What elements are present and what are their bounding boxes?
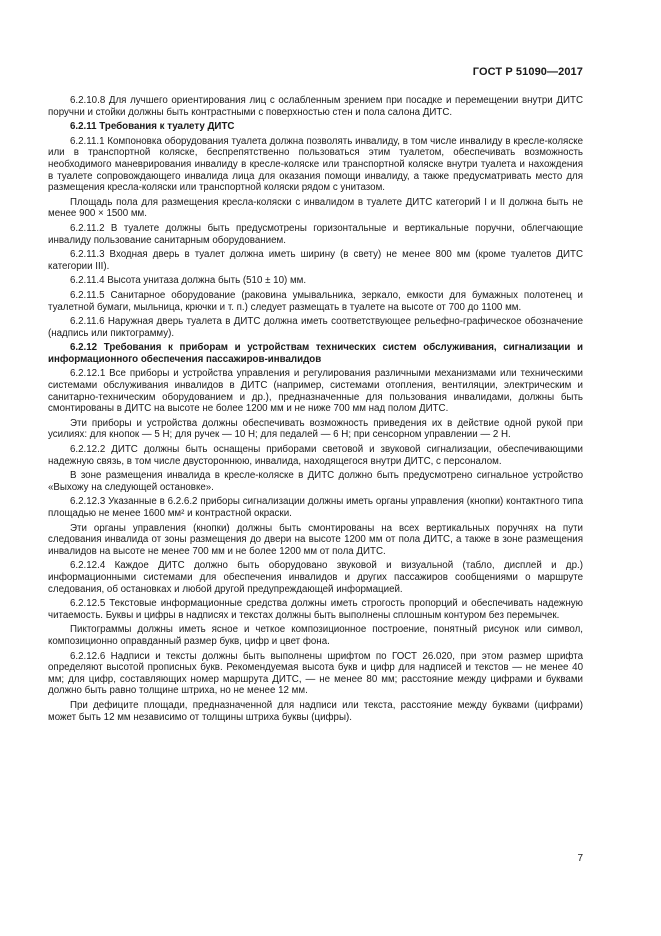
paragraph: Эти органы управления (кнопки) должны быть смонтированы на всех вертикальных поручнях на пути следования инвалида от зоны размещения до двери на высоте 1200 мм от пола ДИТС, а также в зоне размещения инвалидов на высоте не менее 700 мм и не более 1200 мм от пола ДИТС. xyxy=(48,522,583,557)
paragraph: Пиктограммы должны иметь ясное и четкое композиционное построение, понятный рисунок или символ, композиционно оправданный размер букв, цифр и цвет фона. xyxy=(48,624,583,647)
paragraph: 6.2.10.8 Для лучшего ориентирования лиц с ослабленным зрением при посадке и перемещении внутри ДИТС поручни и стойки должны быть контрастными с поверхностью стен и пола салона ДИТС. xyxy=(48,95,583,118)
section-heading: 6.2.12 Требования к приборам и устройствам технических систем обслуживания, сигнализации и информационного обеспечения пассажиров-инвалидов xyxy=(48,342,583,365)
section-heading: 6.2.11 Требования к туалету ДИТС xyxy=(70,121,235,133)
paragraph: 6.2.12.5 Текстовые информационные средства должны иметь строгость пропорций и обеспечивать надежную читаемость. Буквы и цифры в надписях и текстах должны быть выполнены сплошным контуром без перемычек. xyxy=(48,598,583,621)
paragraph: 6.2.11.5 Санитарное оборудование (раковина умывальника, зеркало, емкости для бумажных полотенец и туалетной бумаги, мыльница, крючки и т. п.) следует размещать в туалете на высоте от 700 до 1100 мм. xyxy=(48,289,583,313)
paragraph: 6.2.11.6 Наружная дверь туалета в ДИТС должна иметь соответствующее рельефно-графическое обозначение (надпись или пиктограмму). xyxy=(48,316,583,339)
page-number: 7 xyxy=(577,853,583,864)
paragraph: 6.2.11.2 В туалете должны быть предусмотрены горизонтальные и вертикальные поручни, облегчающие инвалиду пользование санитарным оборудованием. xyxy=(48,222,583,246)
paragraph: При дефиците площади, предназначенной для надписи или текста, расстояние между буквами (цифрами) может быть 12 мм независимо от толщины штриха буквы (цифры). xyxy=(48,699,583,723)
paragraph: В зоне размещения инвалида в кресле-коляске в ДИТС должно быть предусмотрено сигнальное устройство «Выхожу на следующей остановке». xyxy=(48,470,583,493)
document-body xyxy=(48,95,583,726)
paragraph: Эти приборы и устройства должны обеспечивать возможность приведения их в действие одной рукой при усилиях: для кнопок — 5 Н; для ручек — 10 Н; для педалей — 6 Н; при сенсорном управлении — 2 Н. xyxy=(48,417,583,441)
paragraph: 6.2.11.4 Высота унитаза должна быть (510 ± 10) мм. xyxy=(70,275,307,287)
paragraph: 6.2.11.3 Входная дверь в туалет должна иметь ширину (в свету) не менее 800 мм (кроме туалетов ДИТС категории III). xyxy=(48,249,583,272)
paragraph: Площадь пола для размещения кресла-коляски с инвалидом в туалете ДИТС категорий I и II должна быть не менее 900 × 1500 мм. xyxy=(48,196,583,220)
paragraph: 6.2.11.1 Компоновка оборудования туалета должна позволять инвалиду, в том числе инвалиду в кресле-коляске или в транспортной коляске, беспрепятственно пользоваться этим туалетом, обеспечивать возможность необходимого маневрирования инвалиду в кресле-коляске или транспортной коляске внутри туалета и нахождения в туалете сопровождающего инвалида лица для оказания помощи инвалиду, а также предусматривать место для размещения кресла-коляски или транспортной коляски рядом с унитазом. xyxy=(48,135,583,194)
paragraph: 6.2.12.2 ДИТС должны быть оснащены приборами световой и звуковой сигнализации, обеспечивающими надежную связь, в том числе двустороннюю, инвалида, находящегося внутри ДИТС, с персоналом. xyxy=(48,444,583,467)
document-code: ГОСТ Р 51090—2017 xyxy=(472,66,583,78)
paragraph: 6.2.12.4 Каждое ДИТС должно быть оборудовано звуковой и визуальной (табло, дисплей и др.) информационными системами для обеспечения инвалидов и других пассажиров сообщениями о маршруте следования, об остановках и любой другой предупреждающей информацией. xyxy=(48,560,583,595)
paragraph: 6.2.12.1 Все приборы и устройства управления и регулирования различными механизмами или техническими системами обслуживания инвалидов в ДИТС (например, системами отопления, вентиляции, электрическим и санитарно-техническим оборудованием и др.), предназначенные для пользования инвалидами, должны быть смонтированы в ДИТС на высоте не более 1200 мм и не ниже 700 мм над полом ДИТС. xyxy=(48,368,583,415)
paragraph: 6.2.12.6 Надписи и тексты должны быть выполнены шрифтом по ГОСТ 26.020, при этом размер шрифта определяют высотой прописных букв. Рекомендуемая высота букв и цифр для надписей и текстов — не менее 40 мм; для цифр, составляющих номер маршрута ДИТС, — не менее 80 мм; расстояние между цифрами и буквами должно быть равно толщине штриха, но не менее 12 мм. xyxy=(48,650,583,697)
paragraph: 6.2.12.3 Указанные в 6.2.6.2 приборы сигнализации должны иметь органы управления (кнопки) контактного типа площадью не менее 1600 мм² и контрастной окраски. xyxy=(48,496,583,519)
